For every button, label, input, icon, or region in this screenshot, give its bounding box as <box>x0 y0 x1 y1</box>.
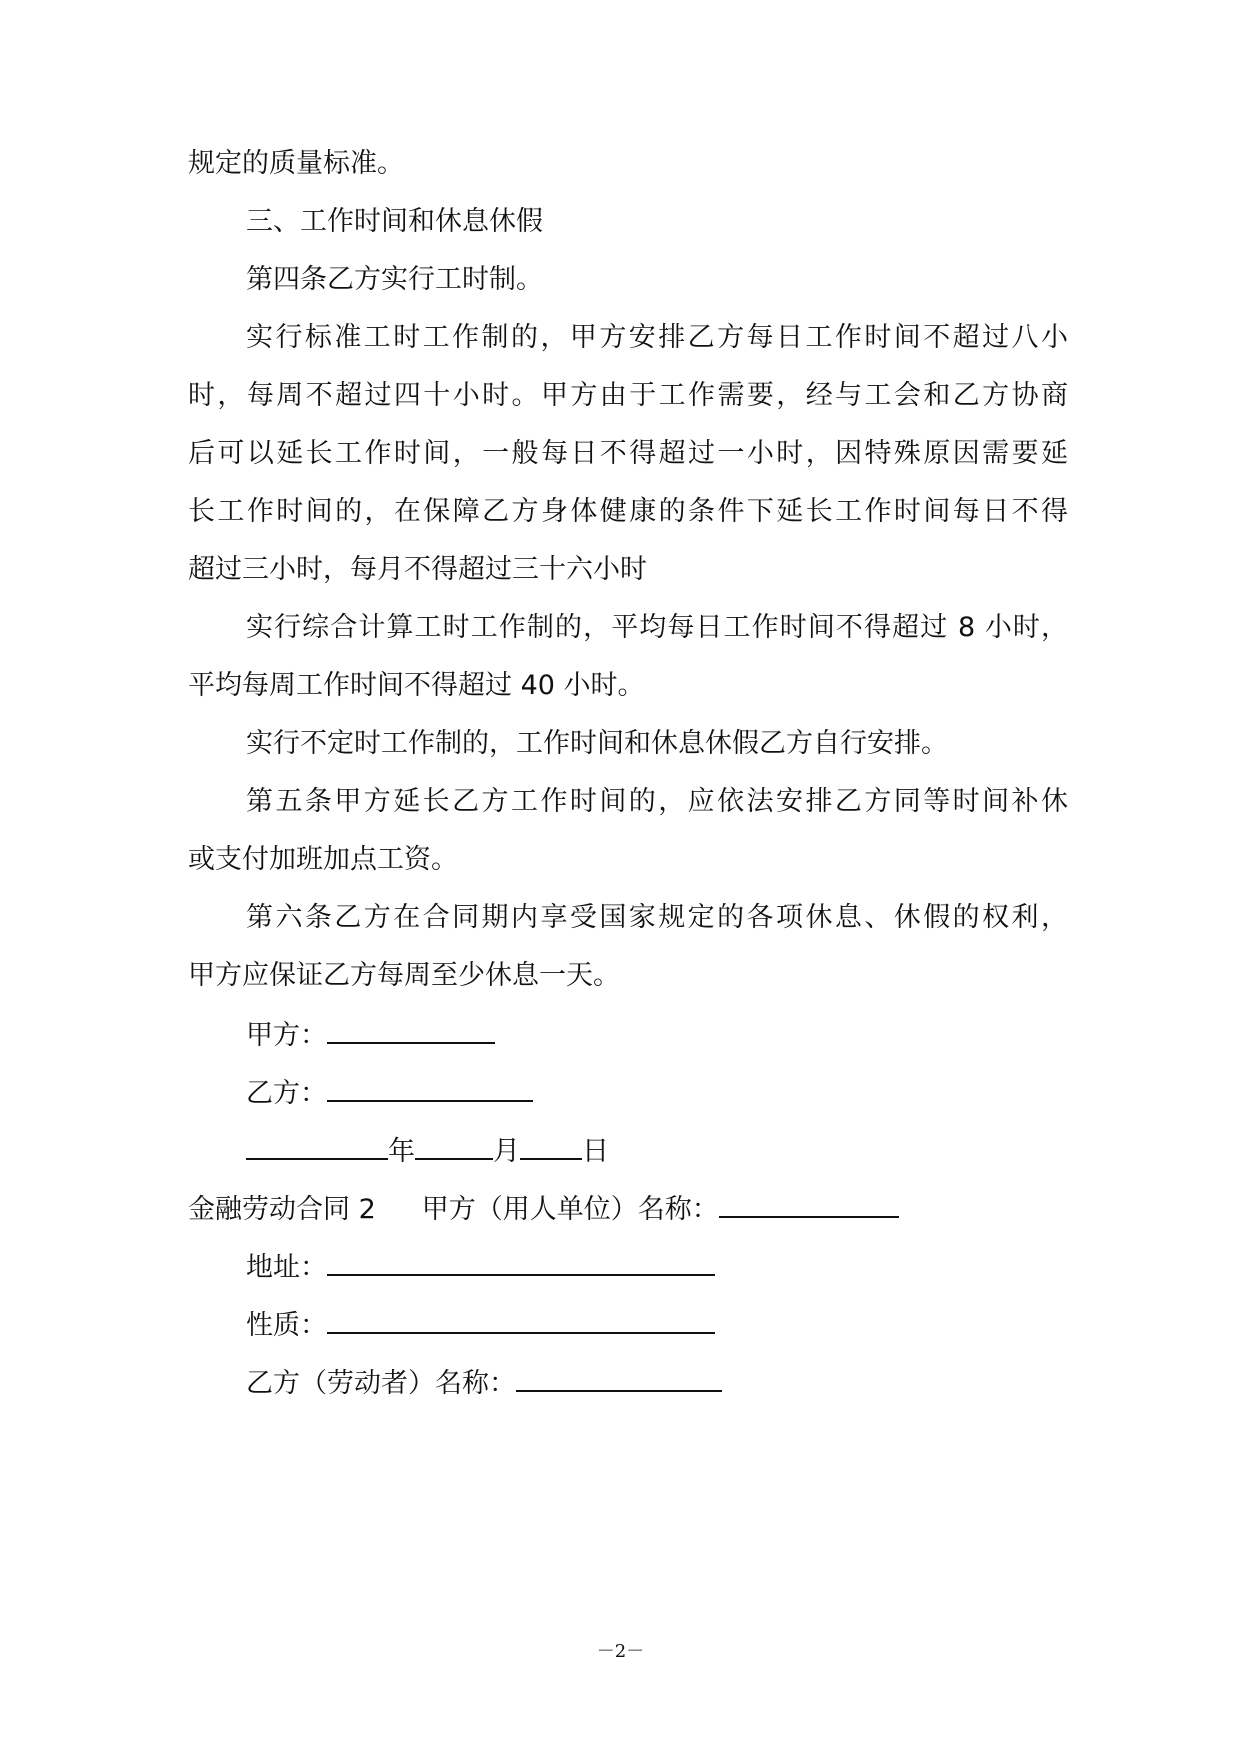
paragraph-line: 实行不定时工作制的，工作时间和休息休假乙方自行安排。 <box>246 728 948 759</box>
paragraph-line: 或支付加班加点工资。 <box>188 844 458 875</box>
article-5-line: 第五条甲方延长乙方工作时间的，应依法安排乙方同等时间补休 <box>246 786 1068 817</box>
party-a-signature-row <box>246 1016 1068 1052</box>
page-number: －2－ <box>596 1641 645 1662</box>
paragraph-line: 时，每周不超过四十小时。甲方由于工作需要，经与工会和乙方协商 <box>188 380 1068 411</box>
paragraph-line: 长工作时间的，在保障乙方身体健康的条件下延长工作时间每日不得 <box>188 496 1068 527</box>
nature-label: 性质： <box>246 1310 327 1341</box>
party-a-label: 甲方： <box>246 1020 327 1051</box>
address-row <box>246 1248 1068 1284</box>
employer-name-blank-line[interactable] <box>719 1190 899 1218</box>
date-row <box>246 1132 1068 1168</box>
paragraph-line: 超过三小时，每月不得超过三十六小时 <box>188 554 647 585</box>
month-blank-line[interactable] <box>415 1132 493 1160</box>
paragraph-line: 实行标准工时工作制的，甲方安排乙方每日工作时间不超过八小 <box>246 322 1068 353</box>
year-label: 年 <box>388 1136 415 1167</box>
paragraph-line: 后可以延长工作时间，一般每日不得超过一小时，因特殊原因需要延 <box>188 438 1068 469</box>
address-label: 地址： <box>246 1252 327 1283</box>
paragraph-line: 规定的质量标准。 <box>188 148 404 179</box>
address-blank-line[interactable] <box>327 1248 715 1276</box>
contract-2-title-row <box>188 1190 1068 1226</box>
month-label: 月 <box>493 1136 520 1167</box>
article-6-line: 第六条乙方在合同期内享受国家规定的各项休息、休假的权利， <box>246 902 1068 933</box>
section-heading: 三、工作时间和休息休假 <box>246 206 543 237</box>
paragraph-line: 甲方应保证乙方每周至少休息一天。 <box>188 960 620 991</box>
party-b-blank-line[interactable] <box>327 1074 533 1102</box>
paragraph-line: 实行综合计算工时工作制的，平均每日工作时间不得超过 8 小时， <box>246 612 1068 643</box>
employee-name-blank-line[interactable] <box>516 1364 722 1392</box>
nature-row <box>246 1306 1068 1342</box>
day-blank-line[interactable] <box>520 1132 582 1160</box>
nature-blank-line[interactable] <box>327 1306 715 1334</box>
employer-name-label: 甲方（用人单位）名称： <box>421 1194 719 1225</box>
employee-name-row <box>246 1364 1068 1400</box>
day-label: 日 <box>582 1136 609 1167</box>
party-a-blank-line[interactable] <box>327 1016 495 1044</box>
employee-name-label: 乙方（劳动者）名称： <box>246 1368 516 1399</box>
article-4-heading: 第四条乙方实行工时制。 <box>246 264 543 295</box>
year-blank-line[interactable] <box>246 1132 388 1160</box>
party-b-label: 乙方： <box>246 1078 327 1109</box>
contract-2-title: 金融劳动合同 2 <box>188 1194 376 1225</box>
party-b-signature-row <box>246 1074 1068 1110</box>
paragraph-line: 平均每周工作时间不得超过 40 小时。 <box>188 670 645 701</box>
